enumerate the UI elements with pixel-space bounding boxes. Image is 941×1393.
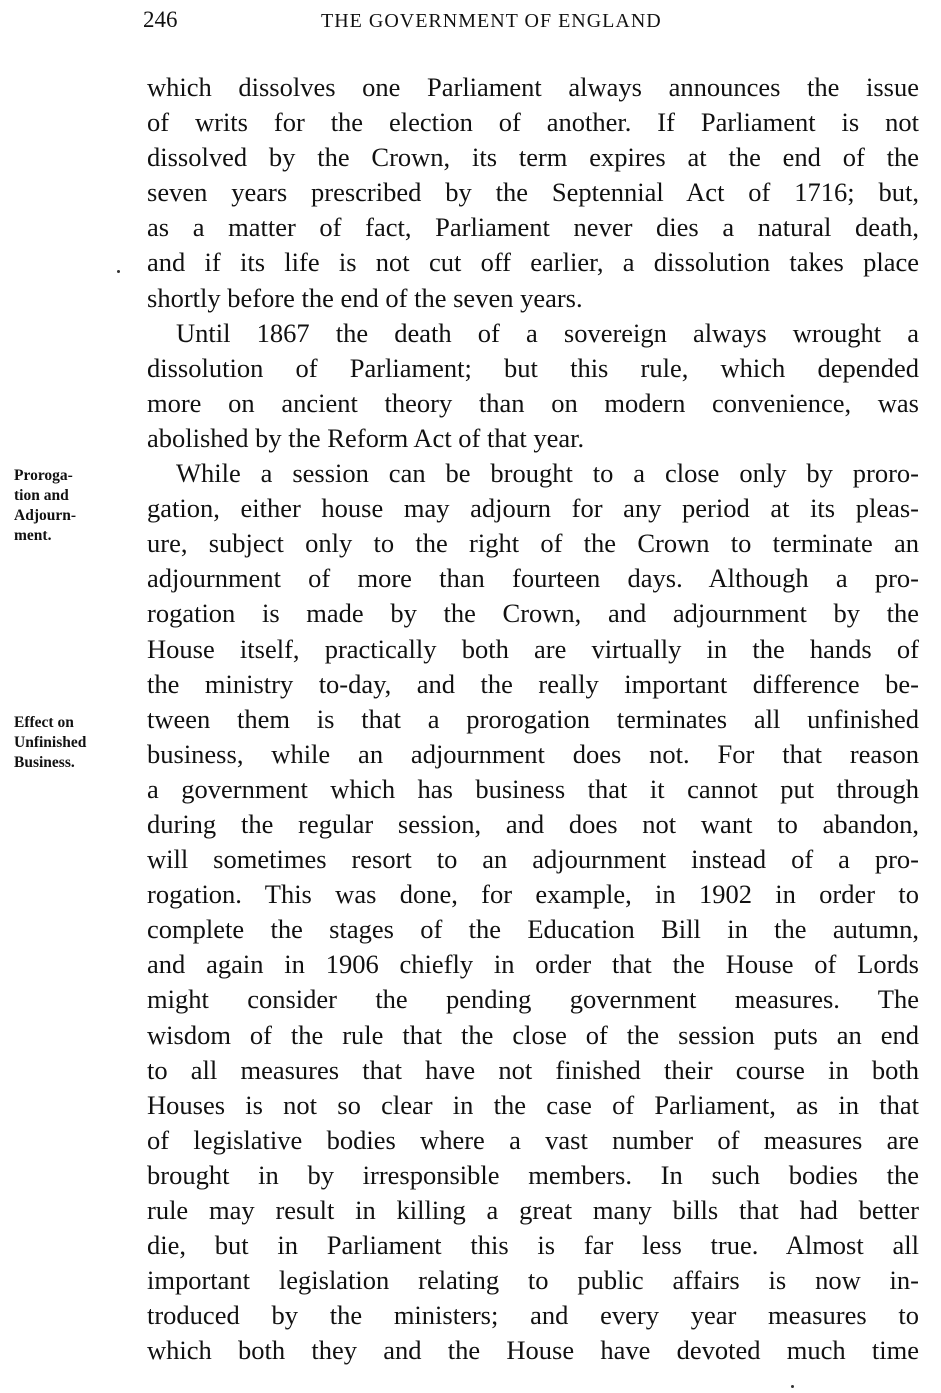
text-line: seven years prescribed by the Septennial Act of 1716; but, bbox=[147, 177, 919, 208]
paragraph bbox=[147, 70, 919, 316]
text-line: might consider the pending government measures. The bbox=[147, 984, 919, 1015]
sidenote-effect-on-unfinished-business bbox=[14, 713, 132, 773]
text-line: as a matter of fact, Parliament never dies a natural death, bbox=[147, 212, 919, 243]
text-line: of legislative bodies where a vast number of measures are bbox=[147, 1124, 919, 1155]
text-line: dissolved by the Crown, its term expires at the end of the bbox=[147, 142, 919, 173]
text-line: the ministry to-day, and the really important difference be- bbox=[147, 668, 919, 699]
page-number: 246 bbox=[143, 7, 178, 32]
text-line: House itself, practically both are virtually in the hands of bbox=[147, 633, 919, 664]
text-line: shortly before the end of the seven years. bbox=[147, 282, 583, 313]
text-line: and again in 1906 chiefly in order that the House of Lords bbox=[147, 949, 919, 980]
text-line: will sometimes resort to an adjournment instead of a pro- bbox=[147, 844, 919, 875]
body-text bbox=[147, 70, 919, 1368]
text-line: and if its life is not cut off earlier, a dissolution takes place bbox=[147, 247, 919, 278]
sidenote-line: Effect on bbox=[14, 714, 74, 731]
text-line: a government which has business that it cannot put through bbox=[147, 773, 919, 804]
text-line: While a session can be brought to a close only by proro- bbox=[176, 458, 919, 489]
stray-ink-mark bbox=[791, 1385, 794, 1388]
text-line: adjournment of more than fourteen days. Although a pro- bbox=[147, 563, 919, 594]
text-line: dissolution of Parliament; but this rule, which depended bbox=[147, 352, 919, 383]
text-line: complete the stages of the Education Bill in the autumn, bbox=[147, 914, 919, 945]
text-line: rule may result in killing a great many bills that had better bbox=[147, 1195, 919, 1225]
text-line: to all measures that have not finished their course in both bbox=[147, 1054, 919, 1085]
text-line: which both they and the House have devoted much time bbox=[147, 1335, 919, 1366]
sidenote-line: ment. bbox=[14, 527, 52, 544]
page-header bbox=[143, 6, 919, 34]
stray-ink-mark bbox=[117, 270, 120, 273]
text-line: which dissolves one Parliament always announces the issue bbox=[147, 72, 919, 102]
sidenote-line: Business. bbox=[14, 754, 75, 771]
text-line: Houses is not so clear in the case of Parliament, as in that bbox=[147, 1089, 919, 1120]
sidenote-prorogation-and-adjournment bbox=[14, 466, 132, 546]
sidenote-line: tion and bbox=[14, 487, 69, 504]
sidenote-line: Unfinished bbox=[14, 734, 87, 751]
text-line: die, but in Parliament this is far less true. Almost all bbox=[147, 1230, 919, 1261]
text-line: tween them is that a prorogation terminates all unfinished bbox=[147, 703, 919, 734]
running-title: THE GOVERNMENT OF ENGLAND bbox=[321, 10, 662, 32]
text-line: ure, subject only to the right of the Crown to terminate an bbox=[147, 528, 919, 559]
text-line: business, while an adjournment does not. For that reason bbox=[147, 738, 919, 769]
text-line: troduced by the ministers; and every year measures to bbox=[147, 1300, 919, 1331]
text-line: abolished by the Reform Act of that year. bbox=[147, 422, 585, 453]
sidenote-line: Proroga- bbox=[14, 467, 73, 484]
text-line: of writs for the election of another. If Parliament is not bbox=[147, 107, 919, 138]
text-line: wisdom of the rule that the close of the session puts an end bbox=[147, 1019, 919, 1050]
paragraph bbox=[147, 456, 919, 1368]
text-line: rogation is made by the Crown, and adjournment by the bbox=[147, 598, 919, 629]
text-line: rogation. This was done, for example, in 1902 in order to bbox=[147, 879, 919, 910]
text-line: more on ancient theory than on modern convenience, was bbox=[147, 387, 919, 418]
text-line: brought in by irresponsible members. In such bodies the bbox=[147, 1159, 919, 1190]
paragraph bbox=[147, 316, 919, 456]
sidenote-line: Adjourn- bbox=[14, 507, 77, 524]
text-line: Until 1867 the death of a sovereign always wrought a bbox=[176, 317, 919, 348]
text-line: gation, either house may adjourn for any period at its pleas- bbox=[147, 493, 919, 524]
text-line: important legislation relating to public affairs is now in- bbox=[147, 1265, 919, 1296]
text-line: during the regular session, and does not want to abandon, bbox=[147, 808, 919, 839]
